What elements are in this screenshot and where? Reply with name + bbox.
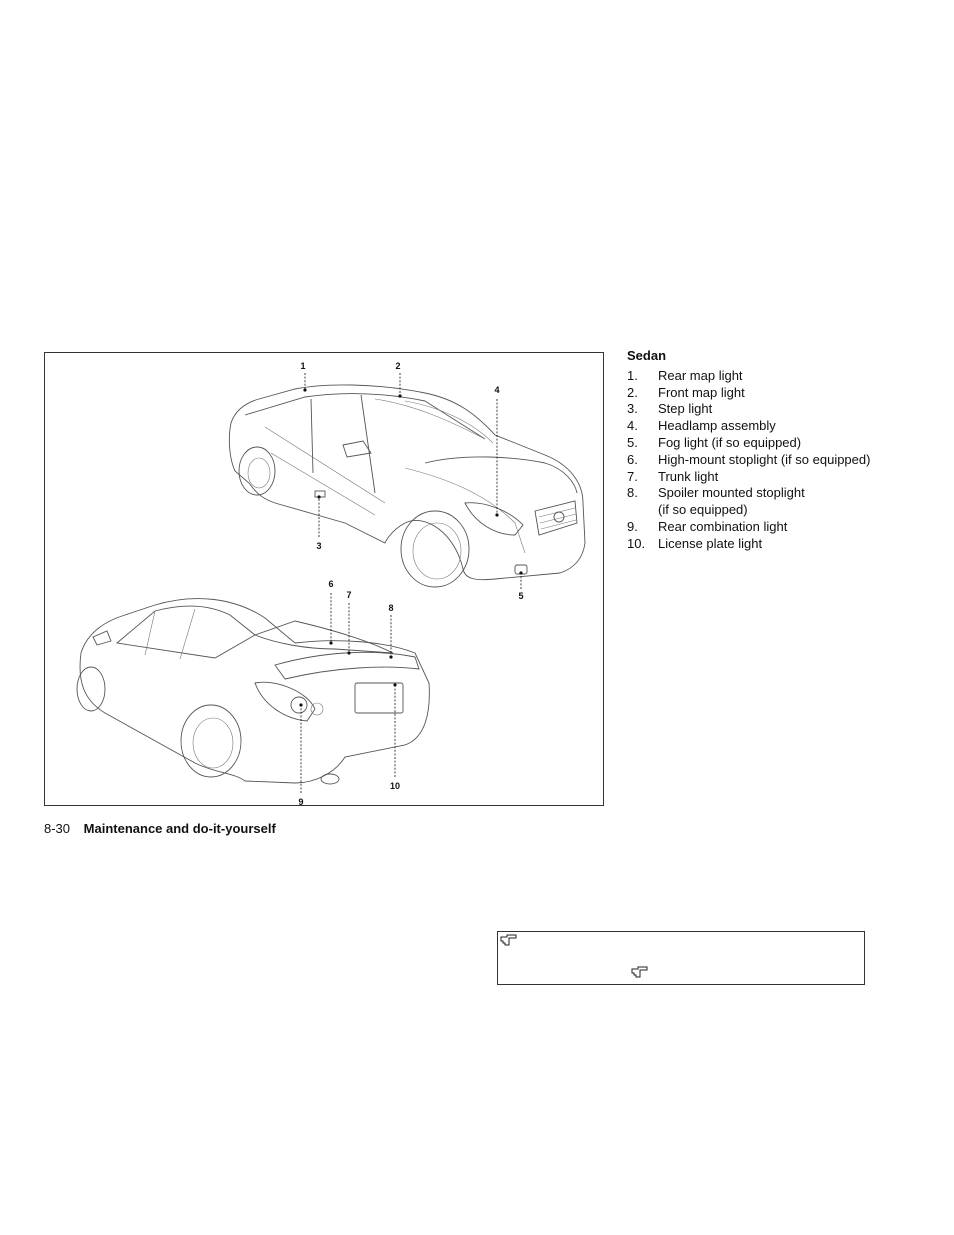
callout-10: [390, 683, 400, 791]
callout-3: [316, 495, 321, 551]
legend-list: [627, 348, 927, 553]
callout-label-2: 2: [395, 361, 401, 371]
legend-item-text: Spoiler mounted stoplight: [658, 485, 805, 501]
legend-item: [627, 435, 927, 452]
legend-item-number: 2.: [627, 384, 638, 400]
legend-item-text: Trunk light: [658, 468, 719, 484]
legend-item-text: Headlamp assembly: [658, 418, 776, 434]
legend-item-number: 9.: [627, 518, 638, 534]
legend-item-number: 8.: [627, 485, 638, 501]
legend-item: [627, 469, 927, 486]
callout-label-7: 7: [346, 590, 352, 600]
illustration-figure: [44, 352, 604, 806]
pointing-hand-icon: [631, 966, 649, 978]
legend-item-text: Rear map light: [658, 367, 743, 383]
callout-2: [395, 361, 401, 398]
callout-label-4: 4: [494, 385, 500, 395]
callout-5: [518, 571, 523, 601]
callout-7: [346, 590, 351, 655]
legend-item: [627, 519, 927, 536]
callout-9: [298, 703, 303, 807]
legend-item-text: Fog light (if so equipped): [658, 434, 802, 450]
legend-item-number: 1.: [627, 367, 638, 383]
legend-item: [627, 401, 927, 418]
legend-item-number: 4.: [627, 418, 638, 434]
callout-8: [388, 603, 393, 659]
callout-label-1: 1: [300, 361, 306, 371]
page-footer: [44, 821, 276, 836]
legend-item: [627, 452, 927, 469]
pointing-hand-icon: [500, 934, 518, 946]
legend-item-text: License plate light: [658, 535, 763, 551]
callout-6: [328, 579, 333, 645]
legend-item: [627, 536, 927, 553]
callout-label-3: 3: [316, 541, 322, 551]
legend-item-number: 7.: [627, 468, 638, 484]
legend-item-number: [627, 502, 658, 519]
legend-item-number: 5.: [627, 434, 638, 450]
page-number: 8-30: [44, 821, 71, 836]
note-box: [497, 931, 865, 985]
callout-label-8: 8: [388, 603, 394, 613]
legend-item-text: (if so equipped): [658, 502, 748, 518]
callout-label-10: 10: [389, 781, 401, 791]
legend-item-number: 6.: [627, 451, 638, 467]
legend-item-text: Rear combination light: [658, 518, 788, 534]
legend-item: [627, 485, 927, 502]
legend-item-text: High-mount stoplight (if so equipped): [658, 451, 871, 467]
legend-item: [627, 418, 927, 435]
legend-items: [627, 368, 927, 553]
callout-label-5: 5: [518, 591, 524, 601]
callout-label-9: 9: [298, 797, 304, 807]
rear-car-drawing: [77, 599, 429, 784]
legend-item-text: Front map light: [658, 384, 745, 400]
section-title: Maintenance and do-it-yourself: [83, 821, 276, 836]
legend-item-number: 10.: [627, 535, 646, 551]
legend-title: Sedan: [627, 348, 667, 363]
car-diagram: [45, 353, 605, 807]
callout-label-6: 6: [328, 579, 334, 589]
legend-item-number: 3.: [627, 401, 638, 417]
front-car-drawing: [229, 385, 585, 587]
legend-item: [627, 385, 927, 402]
legend-item-text: Step light: [658, 401, 713, 417]
legend-item: [627, 502, 927, 519]
callout-4: [494, 385, 499, 517]
legend-item: [627, 368, 927, 385]
